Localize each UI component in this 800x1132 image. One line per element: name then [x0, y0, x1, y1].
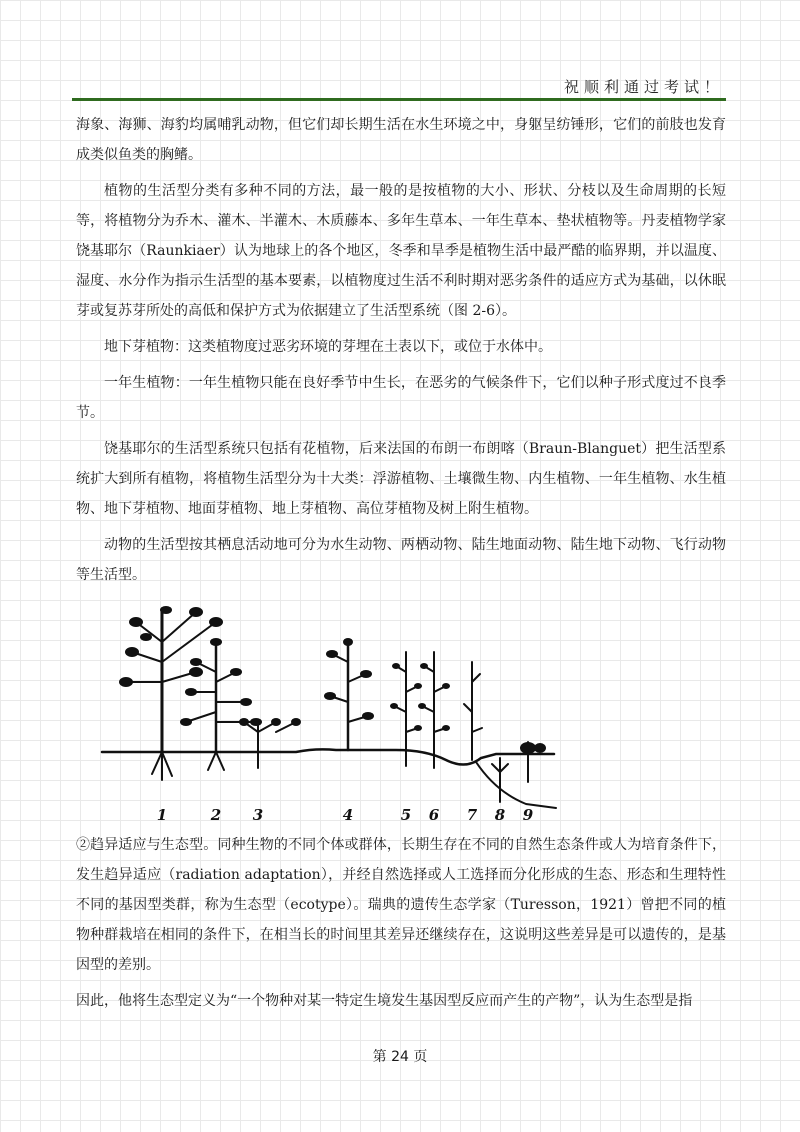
page-number: 第 24 页 — [372, 1049, 428, 1065]
figure-label-6: 6 — [428, 806, 440, 824]
figure-label-1: 1 — [156, 806, 168, 824]
paragraph-7: ②趋异适应与生态型。同种生物的不同个体或群体，长期生存在不同的自然生态条件或人为培育条件下，发生趋异适应（radiation adaptation），并经自然选择或人工选择而分化形成的生态、形态和生理特性不同的基因型类群，称为生态型（ecotype）。瑞典的遗传生态学家（Turesson，1921）曾把不同的植物种群栽培在相同的条件下，在相当长的时间里其差异还继续存在，这说明这些差异是可以遗传的，是基因型的差别。 — [76, 837, 726, 973]
body-text-top — [76, 110, 726, 596]
paragraph-6: 动物的生活型按其栖息活动地可分为水生动物、两栖动物、陆生地面动物、陆生地下动物、飞行动物等生活型。 — [76, 537, 726, 583]
figure-label-7: 7 — [466, 806, 478, 824]
paragraph-4: 一年生植物：一年生植物只能在良好季节中生长，在恶劣的气候条件下，它们以种子形式度过不良季节。 — [76, 375, 726, 421]
header-motto: 祝顺利通过考试！ — [563, 78, 724, 96]
paragraph-5: 饶基耶尔的生活型系统只包括有花植物，后来法国的布朗一布朗喀（Braun-Blanguet）把生活型系统扩大到所有植物，将植物生活型分为十大类：浮游植物、土壤微生物、内生植物、一年生植物、水生植物、地下芽植物、地面芽植物、地上芽植物、高位芽植物及树上附生植物。 — [76, 441, 726, 517]
figure-label-8: 8 — [494, 806, 506, 824]
paragraph-3: 地下芽植物：这类植物度过恶劣环境的芽埋在土表以下，或位于水体中。 — [104, 339, 552, 355]
life-form-illustration — [96, 582, 566, 827]
figure-label-9: 9 — [522, 806, 534, 824]
figure-label-3: 3 — [252, 806, 264, 824]
figure-label-4: 4 — [342, 806, 354, 824]
life-form-figure — [96, 582, 566, 827]
figure-label-2: 2 — [210, 806, 222, 824]
body-text-bottom — [76, 830, 726, 1022]
figure-label-5: 5 — [400, 806, 412, 824]
header-rule — [72, 98, 726, 101]
paragraph-1: 海象、海狮、海豹均属哺乳动物，但它们却长期生活在水生环境之中，身躯呈纺锤形，它们的前肢也发育成类似鱼类的胸鳍。 — [76, 117, 726, 163]
paragraph-2: 植物的生活型分类有多种不同的方法，最一般的是按植物的大小、形状、分枝以及生命周期的长短等，将植物分为乔木、灌木、半灌木、木质藤本、多年生草本、一年生草本、垫状植物等。丹麦植物学家饶基耶尔（Raunkiaer）认为地球上的各个地区，冬季和旱季是植物生活中最严酷的临界期，并以温度、湿度、水分作为指示生活型的基本要素，以植物度过生活不利时期对恶劣条件的适应方式为基础，以休眠芽或复苏芽所处的高低和保护方式为依据建立了生活型系统（图 2-6）。 — [76, 183, 726, 319]
paragraph-8: 因此，他将生态型定义为“一个物种对某一特定生境发生基因型反应而产生的产物”，认为生态型是指 — [76, 993, 693, 1009]
